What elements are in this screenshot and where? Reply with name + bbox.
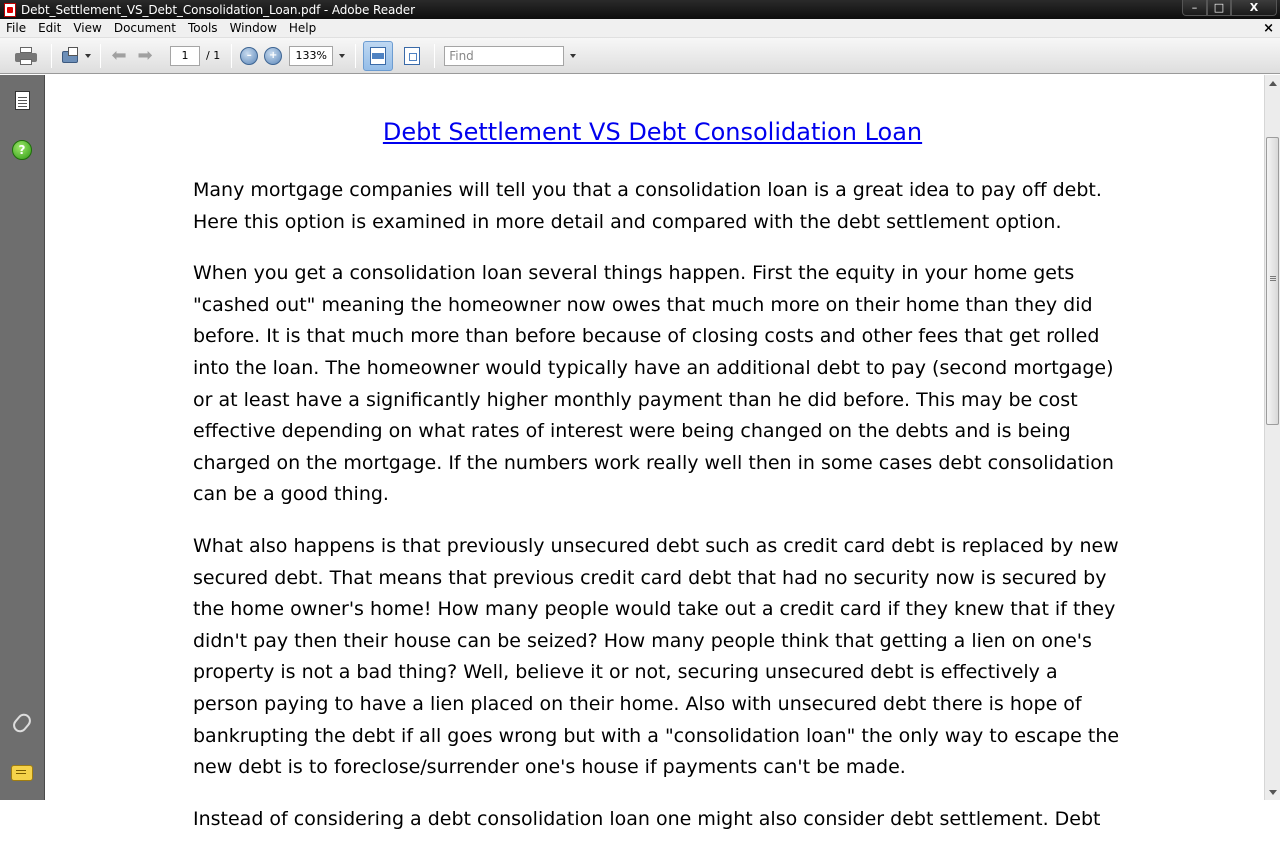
close-document-button[interactable]: × [1263, 21, 1274, 36]
zoom-level-input[interactable]: 133% [289, 46, 333, 66]
menu-file[interactable]: File [6, 21, 27, 35]
menu-window[interactable]: Window [229, 21, 277, 35]
document-view[interactable] [46, 75, 1264, 830]
adobe-reader-icon [4, 3, 16, 17]
fit-page-button[interactable] [397, 41, 427, 71]
document-body [193, 175, 1123, 855]
window-title: Debt_Settlement_VS_Debt_Consolidation_Loan.pdf - Adobe Reader [21, 2, 415, 17]
find-dropdown-icon[interactable] [570, 54, 576, 58]
menu-tools[interactable]: Tools [188, 21, 218, 35]
chevron-up-icon [1269, 81, 1277, 86]
next-page-button[interactable] [132, 43, 158, 69]
close-window-button[interactable]: X [1231, 0, 1277, 16]
toolbar-separator [51, 44, 52, 68]
page-number-input[interactable]: 1 [170, 46, 200, 66]
help-button[interactable] [10, 138, 34, 162]
fit-page-icon [404, 47, 420, 65]
previous-page-button[interactable] [106, 43, 132, 69]
menu-view[interactable]: View [73, 21, 102, 35]
scrollbar-thumb[interactable] [1266, 137, 1279, 425]
window-controls [1182, 0, 1277, 16]
minus-icon: – [246, 50, 252, 61]
menu-bar [0, 19, 1280, 38]
page-total-label: / 1 [206, 49, 221, 62]
toolbar-separator [100, 44, 101, 68]
paragraph: What also happens is that previously unsecured debt such as credit card debt is replaced by new secured debt. That means that previous credit card debt that had no security now is secured by the home owner's home! How many people would take out a credit card if they knew that if they didn't pay then their house can be seized? How many people think that getting a lien on one's property is not a bad thing? Well, believe it or not, securing unsecured debt is effectively a person paying to have a lien placed on their home. Also with unsecured debt there is hope of bankrupting the debt if all goes wrong but with a "consolidation loan" the only way to escape the new debt is to foreclose/surrender one's house if payments can't be made. [193, 534, 1120, 779]
document-title[interactable]: Debt Settlement VS Debt Consolidation Loan [382, 118, 923, 146]
arrow-right-icon: ➡ [137, 45, 153, 66]
toolbar-separator [355, 44, 356, 68]
pages-icon [15, 91, 30, 110]
help-icon: ? [12, 140, 32, 160]
toolbar [0, 38, 1280, 74]
vertical-scrollbar[interactable] [1264, 75, 1280, 800]
chevron-down-icon [85, 54, 91, 58]
paragraph: When you get a consolidation loan several things happen. First the equity in your home gets "cashed out" meaning the homeowner now owes that much more on their home than they did before. It is that much more than before because of closing costs and other fees that get rolled into the loan. The homeowner would typically have an additional debt to pay (second mortgage) or at least have a significantly higher monthly payment than he did before. This may be cost effective depending on what rates of interest were being changed on the debts and is being charged on the mortgage. If the numbers work really well then in some cases debt consolidation can be a good thing. [193, 262, 1114, 506]
navigation-pane [0, 75, 45, 800]
paperclip-icon [10, 711, 34, 735]
pages-panel-button[interactable] [10, 88, 34, 112]
toolbar-separator [434, 44, 435, 68]
find-input[interactable]: Find [444, 46, 564, 66]
title-bar [0, 0, 1280, 19]
grip-icon [1270, 276, 1276, 277]
zoom-dropdown-icon[interactable] [339, 54, 345, 58]
paragraph: Instead of considering a debt consolidation loan one might also consider debt settlement. Debt [193, 807, 1101, 830]
minimize-button[interactable]: – [1182, 0, 1207, 16]
menu-help[interactable]: Help [288, 21, 317, 35]
chevron-down-icon [1269, 790, 1277, 795]
paragraph: Many mortgage companies will tell you that a consolidation loan is a great idea to pay off debt. Here this option is examined in more detail and compared with the debt settlement option. [193, 179, 1102, 233]
zoom-in-button[interactable] [264, 47, 282, 65]
print-button[interactable] [6, 43, 46, 69]
collaborate-button[interactable] [57, 43, 95, 69]
plus-icon: + [269, 50, 278, 61]
collaborate-icon [62, 47, 82, 65]
scrolling-mode-button[interactable] [363, 41, 393, 71]
maximize-button[interactable]: □ [1207, 0, 1231, 16]
toolbar-separator [231, 44, 232, 68]
scroll-up-button[interactable] [1265, 75, 1280, 91]
menu-document[interactable]: Document [113, 21, 176, 35]
scroll-down-button[interactable] [1265, 784, 1280, 800]
comment-icon [11, 765, 33, 781]
menu-edit[interactable]: Edit [38, 21, 62, 35]
attachments-button[interactable] [10, 711, 34, 735]
fit-width-icon [370, 47, 386, 65]
arrow-left-icon: ⬅ [111, 45, 127, 66]
printer-icon [15, 47, 37, 65]
comments-button[interactable] [10, 761, 34, 785]
zoom-out-button[interactable] [240, 47, 258, 65]
